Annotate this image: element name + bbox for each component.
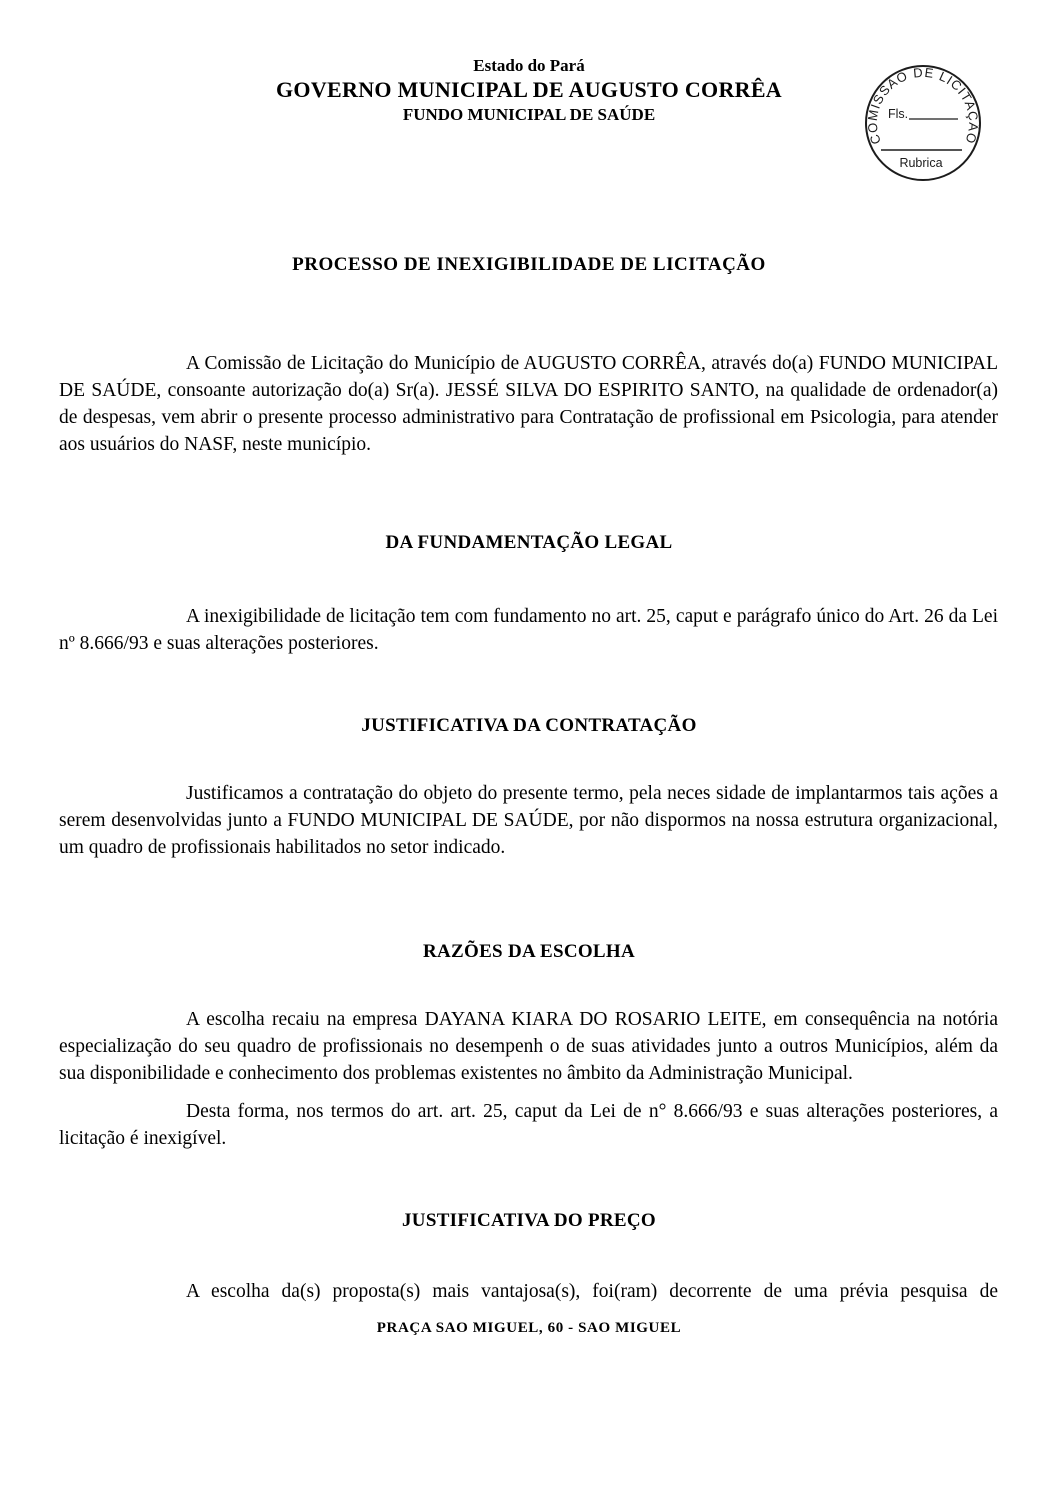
section-heading-fundamentacao-legal: DA FUNDAMENTAÇÃO LEGAL bbox=[385, 531, 673, 553]
section-paragraph-razoes-escolha-2: Desta forma, nos termos do art. art. 25, caput da Lei de n° 8.666/93 e suas alterações posteriores, a licitação é inexigível. bbox=[59, 1100, 998, 1149]
section-paragraph-justificativa-contratacao: Justificamos a contratação do objeto do presente termo, pela neces sidade de implantarmos tais ações a serem desenvolvidas junto a FUNDO MUNICIPAL DE SAÚDE, por não dispormos na nossa estrutura organizacional, um quadro de profissionais habilitados no setor indicado. bbox=[59, 782, 998, 858]
section-heading-justificativa-contratacao: JUSTIFICATIVA DA CONTRATAÇÃO bbox=[361, 714, 697, 736]
footer-address: PRAÇA SAO MIGUEL, 60 - SAO MIGUEL bbox=[376, 1320, 682, 1336]
intro-paragraph: A Comissão de Licitação do Município de AUGUSTO CORRÊA, através do(a) FUNDO MUNICIPAL DE SAÚDE, consoante autorização do(a) Sr(a). JESSÉ SILVA DO ESPIRITO SANTO, na qualidade de ordenador(a) de despesas, vem abrir o presente processo administrativo para Contratação de profissional em Psicologia, para atender aos usuários do NASF, neste município. bbox=[59, 352, 998, 455]
section-paragraph-justificativa-preco: A escolha da(s) proposta(s) mais vantajosa(s), foi(ram) decorrente de uma prévia pesquisa de bbox=[186, 1280, 998, 1302]
letterhead-government: GOVERNO MUNICIPAL DE AUGUSTO CORRÊA bbox=[276, 77, 782, 103]
licitation-round-stamp bbox=[858, 58, 988, 188]
section-heading-razoes-escolha: RAZÕES DA ESCOLHA bbox=[422, 940, 636, 962]
letterhead-state: Estado do Pará bbox=[473, 56, 585, 75]
svg-text:COMISSÃO DE LICITAÇÃO bbox=[865, 65, 981, 146]
stamp-arc-text: COMISSÃO DE LICITAÇÃO bbox=[864, 64, 982, 147]
stamp-icon bbox=[858, 58, 988, 188]
stamp-rubrica-label: Rubrica bbox=[899, 156, 943, 170]
section-paragraph-razoes-escolha-1: A escolha recaiu na empresa DAYANA KIARA DO ROSARIO LEITE, em consequência na notória especialização do seu quadro de profissionais no desempenh o de suas atividades junto a outros Municípios, além da sua disponibilidade e conhecimento dos problemas existentes no âmbito da Administração Municipal. bbox=[59, 1008, 998, 1084]
document-title: PROCESSO DE INEXIGIBILIDADE DE LICITAÇÃO bbox=[292, 253, 766, 275]
section-heading-justificativa-preco: JUSTIFICATIVA DO PREÇO bbox=[402, 1209, 656, 1231]
stamp-fls-label: Fls. bbox=[888, 107, 909, 121]
letterhead-department: FUNDO MUNICIPAL DE SAÚDE bbox=[402, 104, 656, 124]
section-paragraph-fundamentacao-legal: A inexigibilidade de licitação tem com fundamento no art. 25, caput e parágrafo único do Art. 26 da Lei nº 8.666/93 e suas alterações posteriores. bbox=[59, 605, 998, 654]
